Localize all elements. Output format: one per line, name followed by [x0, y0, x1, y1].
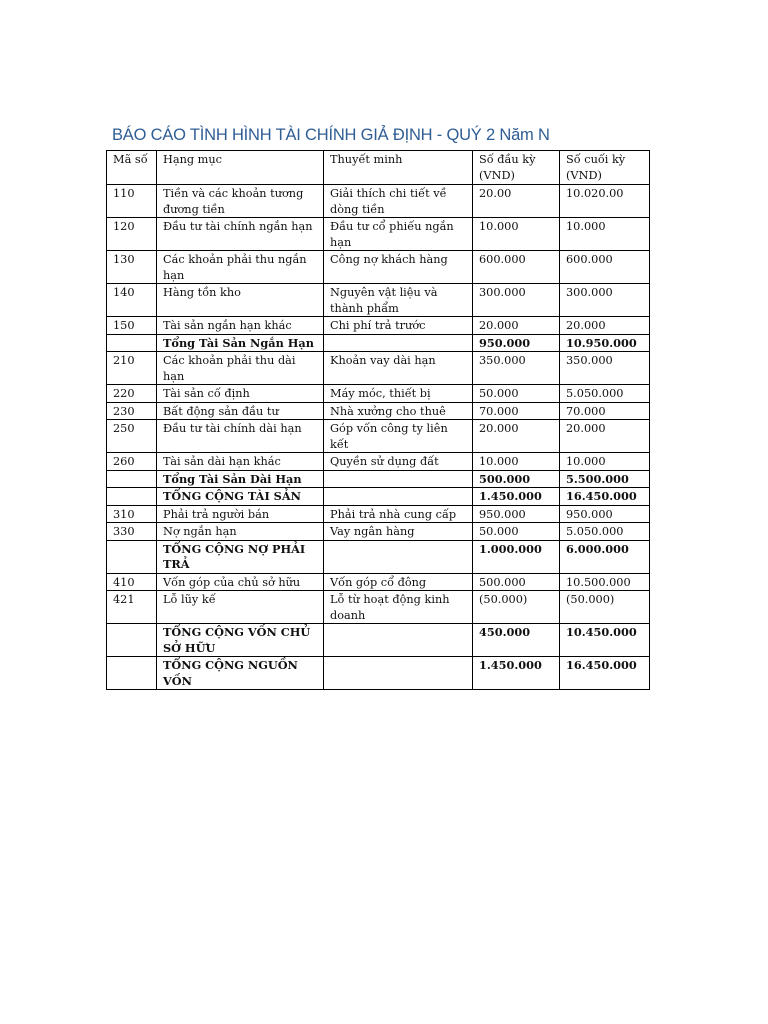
header-closing: Số cuối kỳ (VND)	[560, 151, 650, 185]
cell-note: Phải trả nhà cung cấp	[324, 505, 473, 523]
cell-closing: 10.450.000	[560, 624, 650, 657]
cell-item: TỔNG CỘNG VỐN CHỦ SỞ HỮU	[157, 624, 324, 657]
cell-opening: 20.000	[473, 420, 560, 453]
cell-opening: 50.000	[473, 385, 560, 403]
cell-opening: 50.000	[473, 523, 560, 541]
table-row	[107, 317, 650, 335]
table-row	[107, 573, 650, 591]
cell-code	[107, 624, 157, 657]
table-body	[107, 151, 650, 690]
cell-item: TỔNG CỘNG NGUỒN VỐN	[157, 657, 324, 690]
header-item: Hạng mục	[157, 151, 324, 185]
cell-opening: 1.450.000	[473, 657, 560, 690]
table-header-row	[107, 151, 650, 185]
cell-closing: 16.450.000	[560, 488, 650, 506]
cell-code: 230	[107, 402, 157, 420]
cell-closing: 6.000.000	[560, 540, 650, 573]
cell-note: Góp vốn công ty liên kết	[324, 420, 473, 453]
cell-closing: 350.000	[560, 352, 650, 385]
cell-note: Chi phí trả trước	[324, 317, 473, 335]
header-opening: Số đầu kỳ (VND)	[473, 151, 560, 185]
cell-opening: 20.000	[473, 317, 560, 335]
cell-item: Bất động sản đầu tư	[157, 402, 324, 420]
cell-code: 310	[107, 505, 157, 523]
cell-closing: 300.000	[560, 284, 650, 317]
cell-closing: 10.500.000	[560, 573, 650, 591]
cell-note: Khoản vay dài hạn	[324, 352, 473, 385]
table-row	[107, 402, 650, 420]
table-row	[107, 218, 650, 251]
cell-item: Đầu tư tài chính ngắn hạn	[157, 218, 324, 251]
cell-item: Tiền và các khoản tương đương tiền	[157, 185, 324, 218]
cell-note	[324, 657, 473, 690]
cell-closing: 5.500.000	[560, 470, 650, 488]
cell-code: 210	[107, 352, 157, 385]
cell-code: 120	[107, 218, 157, 251]
cell-note: Lỗ từ hoạt động kinh doanh	[324, 591, 473, 624]
cell-code: 410	[107, 573, 157, 591]
cell-opening: 10.000	[473, 453, 560, 471]
cell-opening: 350.000	[473, 352, 560, 385]
table-row	[107, 420, 650, 453]
cell-item: Tài sản ngắn hạn khác	[157, 317, 324, 335]
cell-code	[107, 540, 157, 573]
cell-item: Lỗ lũy kế	[157, 591, 324, 624]
cell-note: Máy móc, thiết bị	[324, 385, 473, 403]
table-row	[107, 185, 650, 218]
cell-closing: 70.000	[560, 402, 650, 420]
cell-opening: 950.000	[473, 505, 560, 523]
cell-item: Đầu tư tài chính dài hạn	[157, 420, 324, 453]
cell-closing: (50.000)	[560, 591, 650, 624]
cell-code: 260	[107, 453, 157, 471]
cell-opening: 1.450.000	[473, 488, 560, 506]
cell-opening: 20.00	[473, 185, 560, 218]
table-row	[107, 284, 650, 317]
cell-code	[107, 657, 157, 690]
cell-closing: 5.050.000	[560, 523, 650, 541]
cell-note: Đầu tư cổ phiếu ngắn hạn	[324, 218, 473, 251]
cell-closing: 16.450.000	[560, 657, 650, 690]
cell-note: Vốn góp cổ đông	[324, 573, 473, 591]
cell-opening: 600.000	[473, 251, 560, 284]
cell-closing: 10.000	[560, 218, 650, 251]
table-row	[107, 591, 650, 624]
cell-closing: 950.000	[560, 505, 650, 523]
cell-note: Giải thích chi tiết về dòng tiền	[324, 185, 473, 218]
cell-item: Tài sản dài hạn khác	[157, 453, 324, 471]
cell-opening: 500.000	[473, 470, 560, 488]
cell-opening: (50.000)	[473, 591, 560, 624]
table-total-row	[107, 540, 650, 573]
cell-closing: 600.000	[560, 251, 650, 284]
cell-opening: 450.000	[473, 624, 560, 657]
cell-note: Công nợ khách hàng	[324, 251, 473, 284]
cell-item: Tổng Tài Sản Dài Hạn	[157, 470, 324, 488]
table-total-row	[107, 334, 650, 352]
cell-code: 110	[107, 185, 157, 218]
cell-note	[324, 334, 473, 352]
cell-code	[107, 334, 157, 352]
cell-item: Phải trả người bán	[157, 505, 324, 523]
table-row	[107, 523, 650, 541]
cell-code: 330	[107, 523, 157, 541]
cell-opening: 300.000	[473, 284, 560, 317]
cell-note: Nhà xưởng cho thuê	[324, 402, 473, 420]
cell-item: TỔNG CỘNG NỢ PHẢI TRẢ	[157, 540, 324, 573]
cell-code: 140	[107, 284, 157, 317]
cell-code: 220	[107, 385, 157, 403]
cell-note: Vay ngân hàng	[324, 523, 473, 541]
table-row	[107, 251, 650, 284]
cell-code: 150	[107, 317, 157, 335]
cell-code	[107, 488, 157, 506]
table-total-row	[107, 624, 650, 657]
cell-opening: 950.000	[473, 334, 560, 352]
cell-note: Nguyên vật liệu và thành phẩm	[324, 284, 473, 317]
cell-opening: 10.000	[473, 218, 560, 251]
cell-item: Vốn góp của chủ sở hữu	[157, 573, 324, 591]
table-total-row	[107, 470, 650, 488]
cell-code	[107, 470, 157, 488]
table-total-row	[107, 488, 650, 506]
cell-note	[324, 488, 473, 506]
cell-item: TỔNG CỘNG TÀI SẢN	[157, 488, 324, 506]
cell-code: 421	[107, 591, 157, 624]
cell-closing: 10.000	[560, 453, 650, 471]
table-row	[107, 453, 650, 471]
cell-note: Quyền sử dụng đất	[324, 453, 473, 471]
cell-closing: 10.020.00	[560, 185, 650, 218]
cell-item: Tổng Tài Sản Ngắn Hạn	[157, 334, 324, 352]
header-code: Mã số	[107, 151, 157, 185]
table-row	[107, 385, 650, 403]
cell-closing: 20.000	[560, 420, 650, 453]
cell-opening: 1.000.000	[473, 540, 560, 573]
cell-item: Nợ ngắn hạn	[157, 523, 324, 541]
table-row	[107, 505, 650, 523]
cell-closing: 5.050.000	[560, 385, 650, 403]
cell-note	[324, 540, 473, 573]
cell-closing: 20.000	[560, 317, 650, 335]
cell-note	[324, 470, 473, 488]
cell-opening: 70.000	[473, 402, 560, 420]
table-row	[107, 352, 650, 385]
table-total-row	[107, 657, 650, 690]
cell-closing: 10.950.000	[560, 334, 650, 352]
cell-item: Các khoản phải thu ngắn hạn	[157, 251, 324, 284]
cell-note	[324, 624, 473, 657]
header-note: Thuyết minh	[324, 151, 473, 185]
cell-item: Các khoản phải thu dài hạn	[157, 352, 324, 385]
report-title: BÁO CÁO TÌNH HÌNH TÀI CHÍNH GIẢ ĐỊNH - QUÝ 2 Năm N	[112, 126, 550, 144]
cell-item: Tài sản cố định	[157, 385, 324, 403]
cell-code: 250	[107, 420, 157, 453]
cell-opening: 500.000	[473, 573, 560, 591]
cell-code: 130	[107, 251, 157, 284]
cell-item: Hàng tồn kho	[157, 284, 324, 317]
financial-table	[106, 150, 650, 690]
